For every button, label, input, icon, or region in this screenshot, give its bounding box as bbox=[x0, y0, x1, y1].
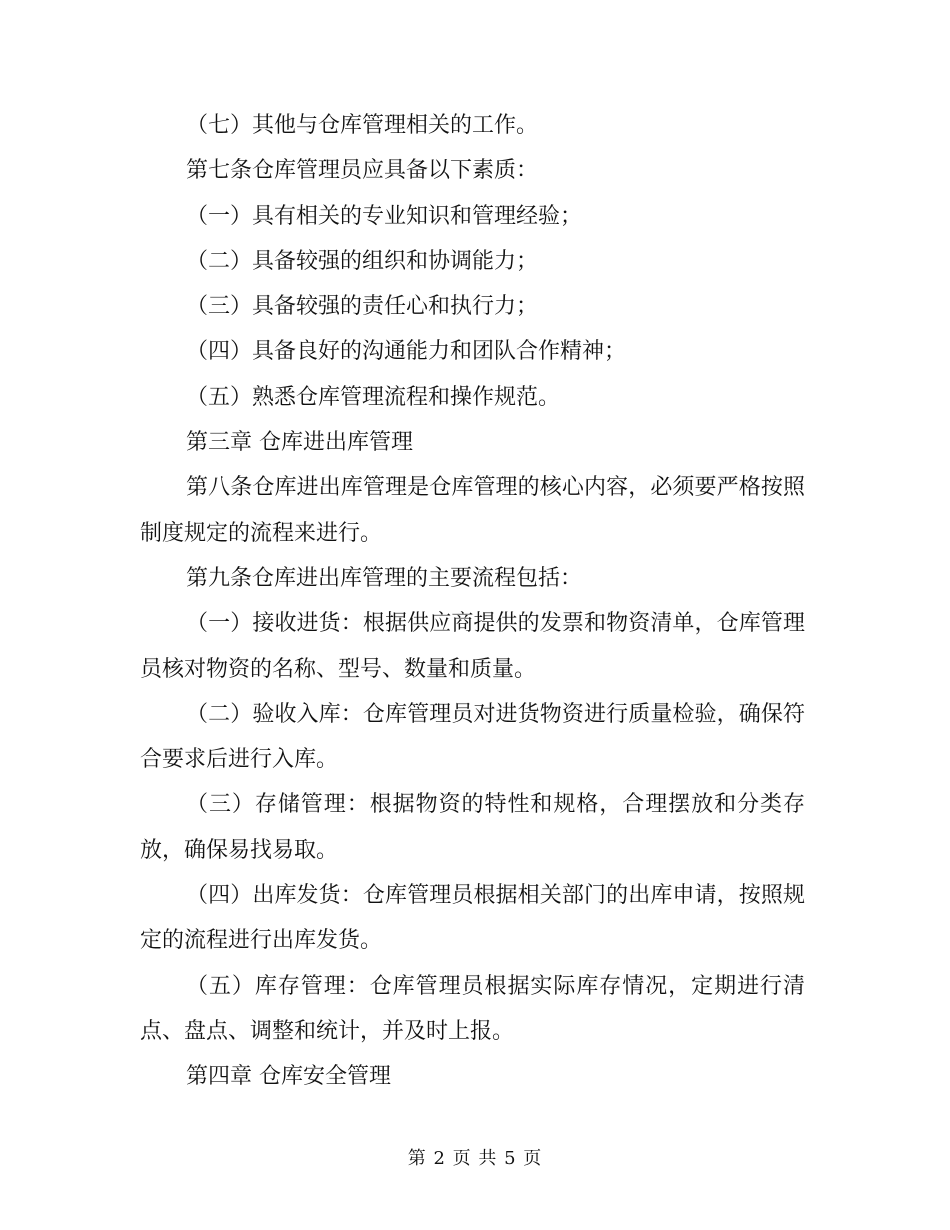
paragraph-7: （五）熟悉仓库管理流程和操作规范。 bbox=[186, 384, 561, 410]
paragraph-13: （三）存储管理：根据物资的特性和规格，合理摆放和分类存放，确保易找易取。 bbox=[140, 792, 805, 863]
paragraph-9: 第八条仓库进出库管理是仓库管理的核心内容，必须要严格按照制度规定的流程来进行。 bbox=[140, 475, 805, 546]
paragraph-14: （四）出库发货：仓库管理员根据相关部门的出库申请，按照规定的流程进行出库发货。 bbox=[140, 883, 805, 954]
paragraph-11: （一）接收进货：根据供应商提供的发票和物资清单，仓库管理员核对物资的名称、型号、数量和质量。 bbox=[140, 611, 805, 682]
page-number-footer: 第 2 页 共 5 页 bbox=[407, 1148, 543, 1169]
paragraph-15: （五）库存管理：仓库管理员根据实际库存情况，定期进行清点、盘点、调整和统计，并及时上报。 bbox=[140, 973, 805, 1044]
paragraph-3: （一）具有相关的专业知识和管理经验； bbox=[186, 203, 583, 229]
paragraph-1: （七）其他与仓库管理相关的工作。 bbox=[186, 113, 539, 138]
paragraph-10: 第九条仓库进出库管理的主要流程包括： bbox=[186, 565, 583, 591]
page-body bbox=[140, 103, 805, 1100]
paragraph-2: 第七条仓库管理员应具备以下素质： bbox=[186, 158, 539, 184]
paragraph-4: （二）具备较强的组织和协调能力； bbox=[186, 248, 539, 274]
chapter-heading-3: 第三章 仓库进出库管理 bbox=[186, 430, 413, 456]
chapter-heading-4: 第四章 仓库安全管理 bbox=[186, 1064, 391, 1090]
paragraph-6: （四）具备良好的沟通能力和团队合作精神； bbox=[186, 339, 627, 365]
paragraph-5: （三）具备较强的责任心和执行力； bbox=[186, 294, 539, 320]
paragraph-12: （二）验收入库：仓库管理员对进货物资进行质量检验，确保符合要求后进行入库。 bbox=[140, 701, 805, 773]
